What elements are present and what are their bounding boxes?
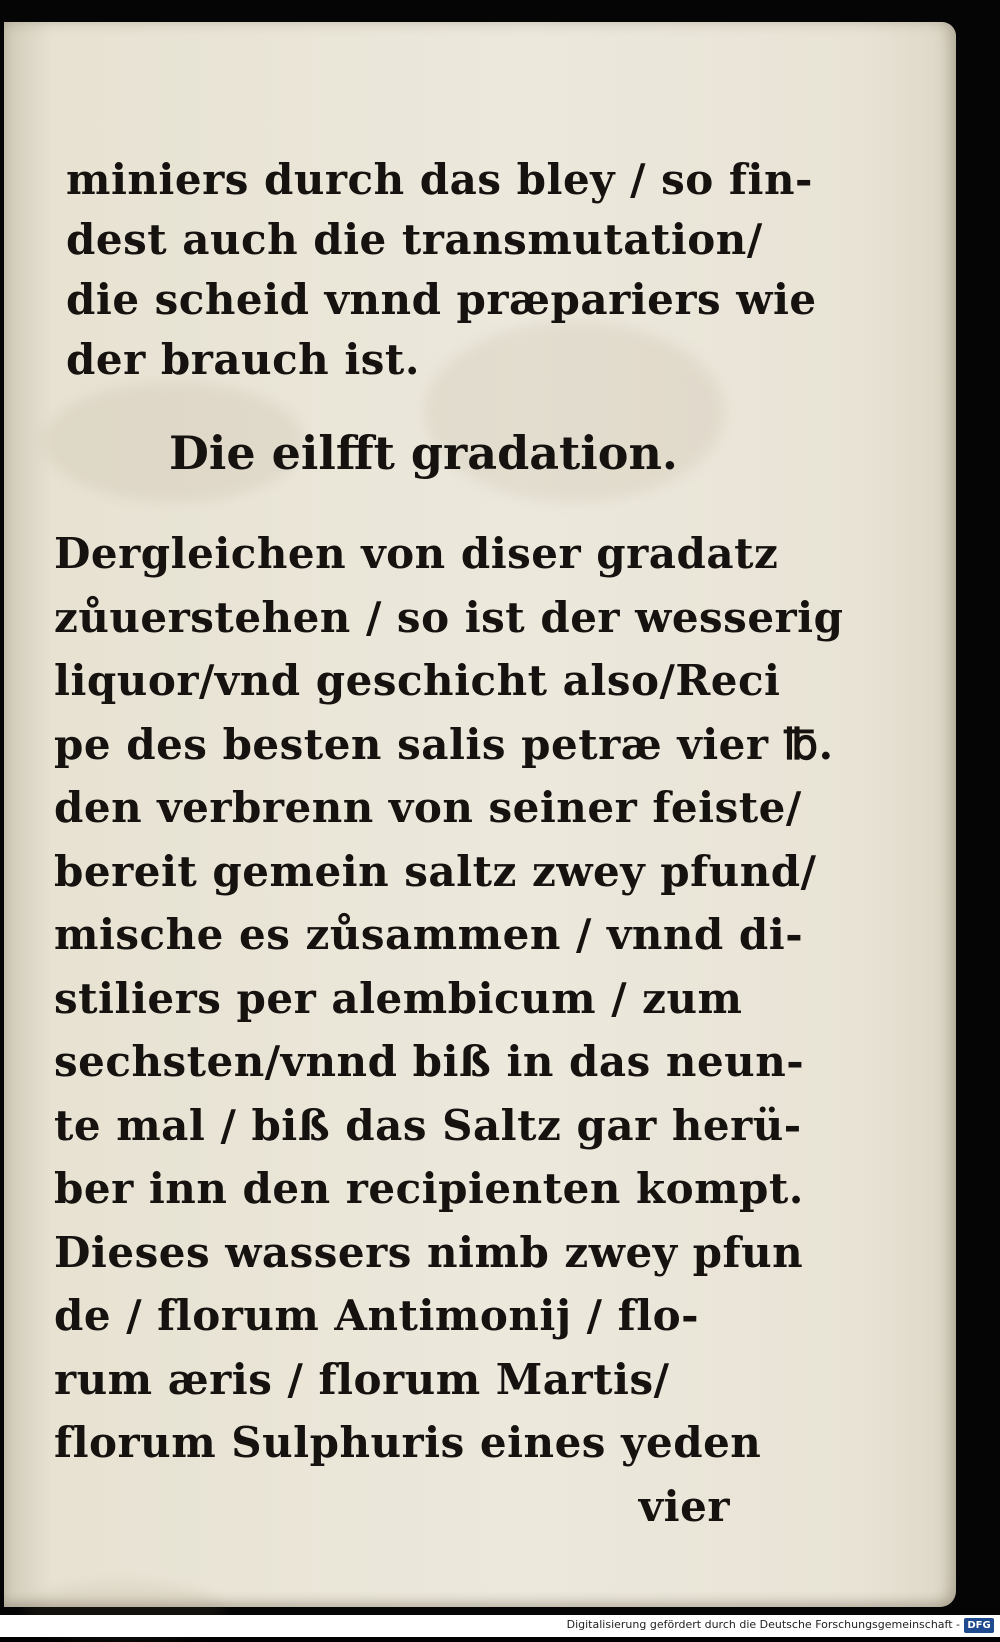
catchword: vier [638, 1481, 730, 1531]
text-line: sechsten/vnnd biß in das neun- [54, 1037, 805, 1086]
text-line: dest auch die transmutation/ [66, 215, 763, 264]
main-paragraph [54, 522, 844, 1538]
dfg-logo-icon[interactable]: DFG [964, 1618, 994, 1633]
text-line: miniers durch das bley / so fin- [66, 155, 813, 204]
footer-bar [0, 1615, 1000, 1637]
text-line: florum Sulphuris eines yeden [54, 1418, 762, 1467]
section-heading: Die eilfft gradation. [169, 426, 678, 480]
text-line: Dergleichen von diser gradatz [54, 529, 779, 578]
text-line: der brauch ist. [66, 335, 420, 384]
text-line: Dieses wassers nimb zwey pfun [54, 1227, 804, 1277]
top-paragraph [66, 150, 817, 390]
text-line: stiliers per alembicum / zum [54, 973, 743, 1023]
text-line: liquor/vnd geschicht also/Reci [54, 656, 781, 705]
text-line: te mal / biß das Saltz gar herü- [54, 1100, 802, 1150]
text-line: ber inn den recipienten kompt. [54, 1164, 804, 1213]
book-page [4, 22, 956, 1607]
text-line: rum æris / florum Martis/ [54, 1354, 670, 1404]
text-line: de / florum Antimonij / flo- [54, 1291, 700, 1340]
text-line: die scheid vnnd præpariers wie [66, 275, 817, 324]
funding-note: Digitalisierung gefördert durch die Deutsche Forschungsgemeinschaft - [566, 1618, 960, 1631]
text-line: den verbrenn von seiner feiste/ [54, 783, 802, 832]
text-line: pe des besten salis petræ vier ℔. [54, 719, 834, 769]
text-line: bereit gemein saltz zwey pfund/ [54, 846, 817, 896]
text-line: zůuerstehen / so ist der wesserig [54, 592, 844, 642]
text-line: mische es zůsammen / vnnd di- [54, 910, 804, 959]
